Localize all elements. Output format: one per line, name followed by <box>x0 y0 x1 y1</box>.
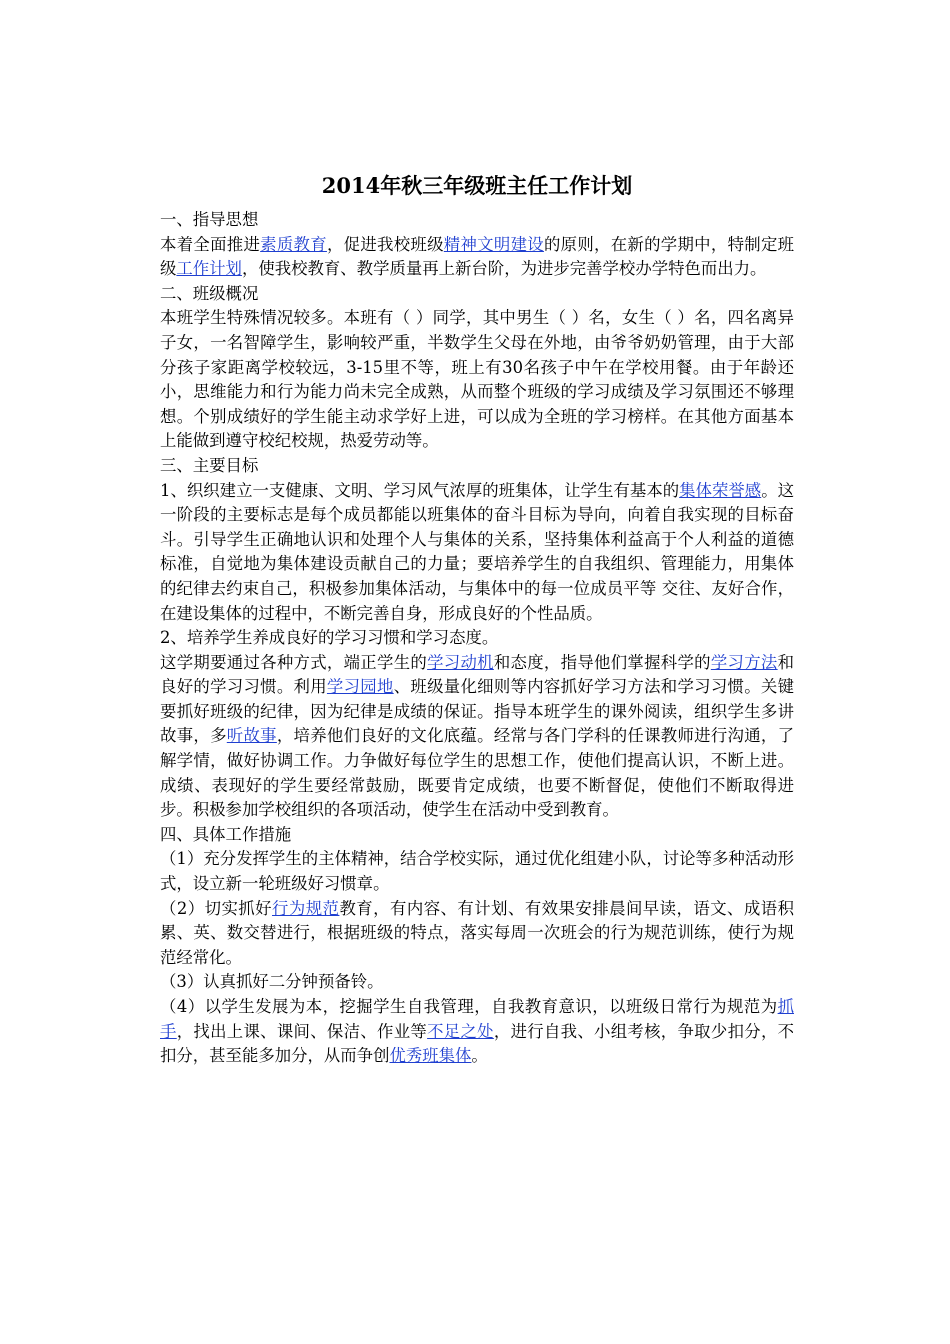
paragraph <box>160 823 794 848</box>
inline-link[interactable]: 优秀班集体 <box>389 1046 472 1066</box>
document-body <box>160 208 794 1069</box>
paragraph <box>160 282 794 307</box>
paragraph-text: 的原则，在新的学期中，特制定班级 <box>160 234 795 279</box>
paragraph-text: 和态度，指导他们掌握科学的 <box>493 652 711 672</box>
paragraph-text: ，促进我校班级 <box>326 234 444 254</box>
paragraph <box>160 847 794 896</box>
paragraph-text: 。 <box>471 1046 488 1066</box>
paragraph-text: 本班学生特殊情况较多。本班有（ ）同学，其中男生（ ）名，女生（ ）名，四名离异子女，一名智障学生，影响较严重，半数学生父母在外地，由爷爷奶奶管理，由于大部分孩子家距离学校较远，3-15里不等，班上有30名孩子中午在学校用餐。由于年龄还小，思维能力和行为能力尚未完全成熟，从而整个班级的学习成绩及学习氛围还不够理想。个别成绩好的学生能主动求学好上进，可以成为全班的学习榜样。在其他方面基本上能做到遵守校纪校规，热爱劳动等。 <box>160 308 794 451</box>
paragraph-text: 2、培养学生养成良好的学习习惯和学习态度。 <box>160 628 499 648</box>
paragraph <box>160 626 794 651</box>
paragraph <box>160 233 794 282</box>
paragraph-text: ，找出上课、课间、保洁、作业等 <box>176 1021 428 1041</box>
paragraph-text: ，使我校教育、教学质量再上新台阶，为进步完善学校办学特色而出力。 <box>241 259 767 279</box>
inline-link[interactable]: 不足之处 <box>427 1021 494 1041</box>
paragraph-text: 这学期要通过各种方式，端正学生的 <box>160 652 428 672</box>
document-page <box>160 168 794 1069</box>
paragraph-text: （4）以学生发展为本，挖掘学生自我管理，自我教育意识，以班级日常行为规范为 <box>160 997 778 1016</box>
paragraph-text: ，培养他们良好的文化底蕴。经常与各门学科的任课教师进行沟通，了解学情，做好协调工作。力争做好每位学生的思想工作，使他们提高认识，不断上进。成绩、表现好的学生要经常鼓励，既要肯定成绩，也要不断督促，使他们不断取得进步。积极参加学校组织的各项活动，使学生在活动中受到教育。 <box>160 726 795 820</box>
paragraph-text: 一、指导思想 <box>160 210 259 229</box>
paragraph <box>160 454 794 479</box>
inline-link[interactable]: 学习方法 <box>710 652 778 672</box>
paragraph-text: 和良好的学习习惯。利用 <box>160 652 795 697</box>
inline-link[interactable]: 学习园地 <box>326 677 394 697</box>
paragraph-text: （2）切实抓好 <box>160 898 273 918</box>
paragraph-text: （3）认真抓好二分钟预备铃。 <box>160 972 384 992</box>
inline-link[interactable]: 行为规范 <box>272 898 340 918</box>
paragraph <box>160 995 794 1069</box>
inline-link[interactable]: 素质教育 <box>260 234 327 254</box>
inline-link[interactable]: 工作计划 <box>176 259 242 279</box>
paragraph-text: （1）充分发挥学生的主体精神，结合学校实际，通过优化组建小队，讨论等多种活动形式，设立新一轮班级好习惯章。 <box>160 849 794 894</box>
inline-link[interactable]: 精神文明建设 <box>443 234 544 254</box>
paragraph-text: 四、具体工作措施 <box>160 824 292 844</box>
paragraph-text: 教育，有内容、有计划、有效果安排晨间早读，语文、成语积累、英、数交替进行，根据班级的特点，落实每周一次班会的行为规范训练，使行为规范经常化。 <box>160 898 795 967</box>
inline-link[interactable]: 听故事 <box>226 726 277 746</box>
paragraph-text: 三、主要目标 <box>160 455 259 475</box>
paragraph-text: 、班级量化细则等内容抓好学习方法和学习习惯。关键要抓好班级的纪律，因为纪律是成绩的保证。指导本班学生的课外阅读，组织学生多讲故事，多 <box>160 677 795 746</box>
inline-link[interactable]: 集体荣誉感 <box>679 480 762 500</box>
document-title: 2014年秋三年级班主任工作计划 <box>321 173 633 198</box>
paragraph-text: 。这一阶段的主要标志是每个成员都能以班集体的奋斗目标为导向，向着自我实现的目标奋斗。引导学生正确地认识和处理个人与集体的关系，坚持集体利益高于个人利益的道德标准，自觉地为集体建设贡献自己的力量；要培养学生的自我组织、管理能力，用集体的纪律去约束自己，积极参加集体活动，与集体中的每一位成员平等 交往、友好合作，在建设集体的过程中，不断完善自身，形成良好的个性品质。 <box>160 480 795 623</box>
paragraph-text: 本着全面推进 <box>160 234 261 254</box>
inline-link[interactable]: 抓手 <box>160 997 794 1041</box>
paragraph <box>160 651 794 823</box>
paragraph <box>160 208 794 233</box>
paragraph-text: 二、班级概况 <box>160 283 259 303</box>
paragraph <box>160 970 794 995</box>
paragraph <box>160 479 794 627</box>
paragraph <box>160 897 794 971</box>
paragraph-text: ，进行自我、小组考核，争取少扣分，不扣分，甚至能多加分，从而争创 <box>160 1021 795 1066</box>
paragraph-text: 1、织织建立一支健康、文明、学习风气浓厚的班集体，让学生有基本的 <box>160 480 680 500</box>
paragraph <box>160 306 794 454</box>
inline-link[interactable]: 学习动机 <box>427 652 494 672</box>
